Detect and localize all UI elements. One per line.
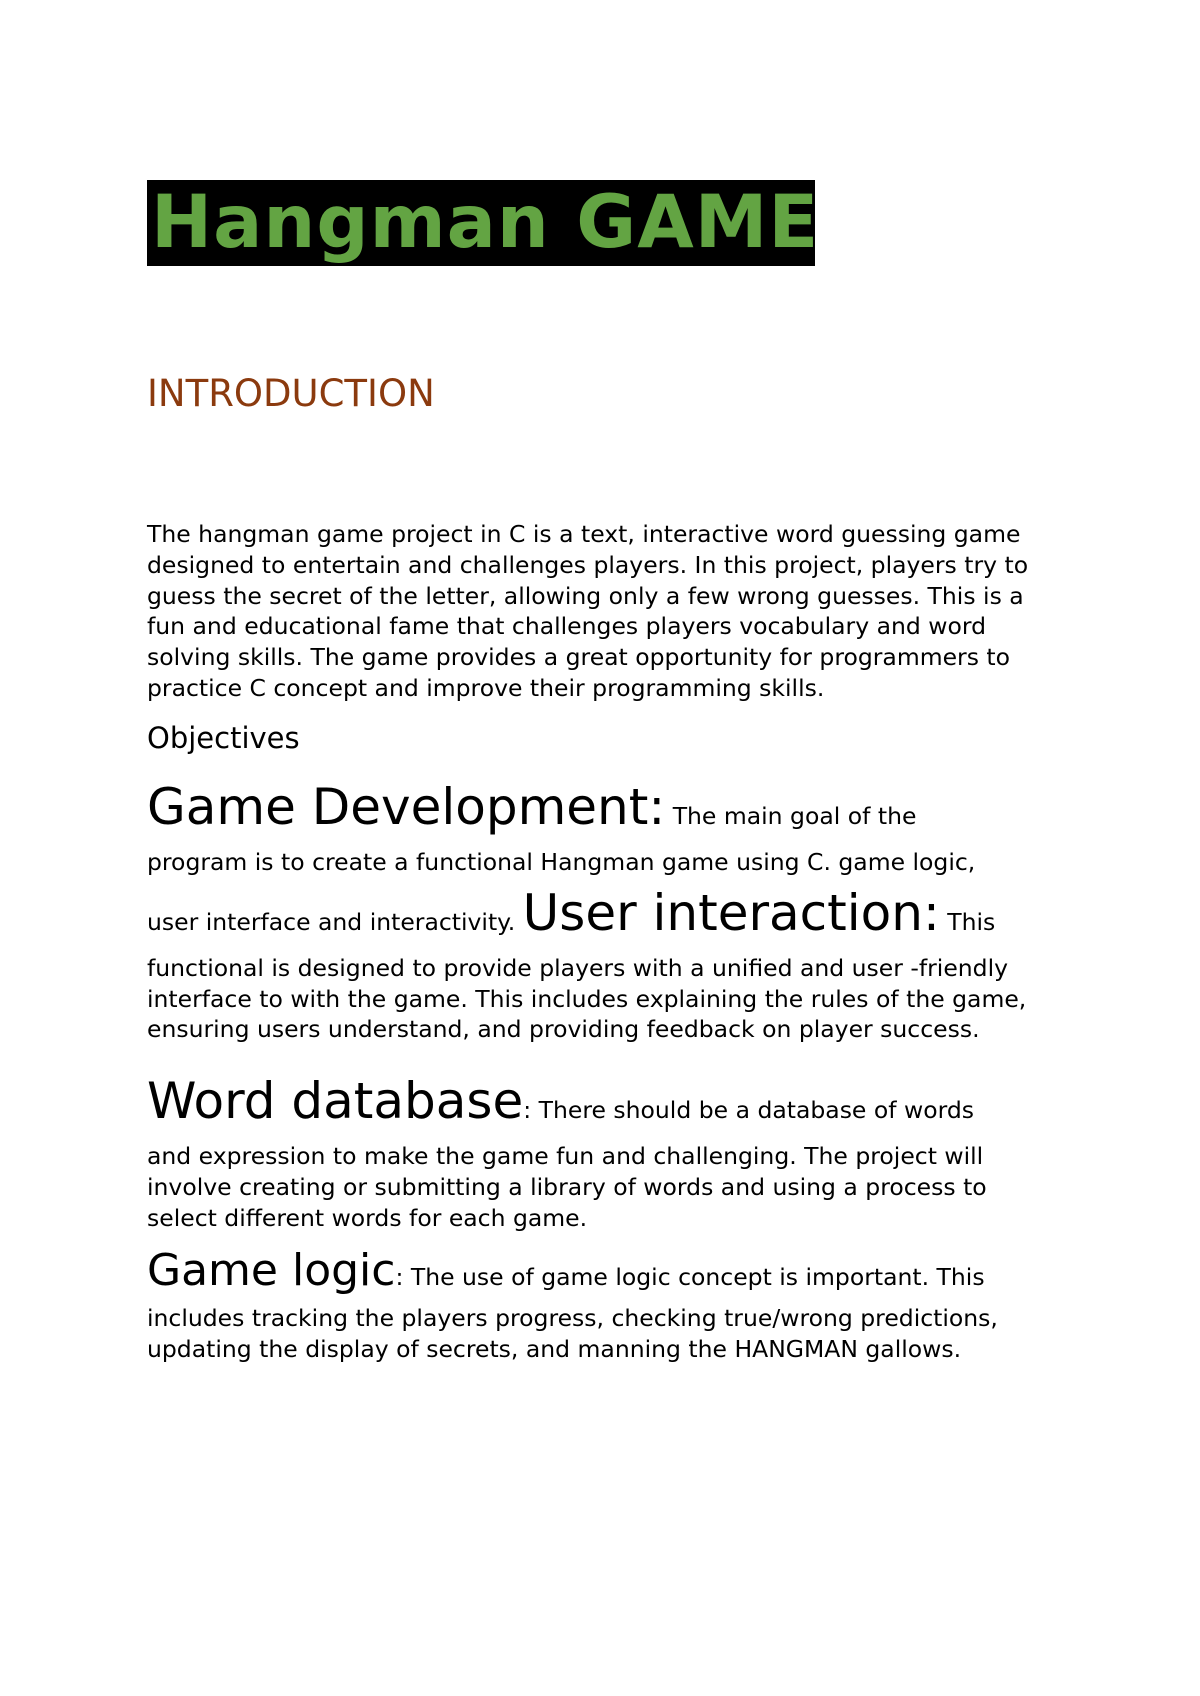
- user-interaction-heading: User interaction:: [522, 883, 940, 942]
- paragraph-line: ensuring users understand, and providing feedback on player success.: [147, 1015, 980, 1044]
- paragraph-line: select different words for each game.: [147, 1203, 588, 1232]
- game-logic-section: [147, 1245, 1087, 1365]
- word-database-heading: Word database: [147, 1072, 524, 1130]
- paragraph-line: interface to with the game. This includes explaining the rules of the game,: [147, 984, 1027, 1013]
- objectives-heading: Objectives: [147, 721, 300, 755]
- paragraph-line: solving skills. The game provides a great opportunity for programmers to: [147, 643, 1011, 672]
- paragraph-line: [147, 1070, 1087, 1141]
- paragraph-text: This: [947, 907, 996, 936]
- paragraph-text: : The use of game logic concept is important. This: [395, 1263, 985, 1291]
- paragraph-line: designed to entertain and challenges players. In this project, players try to: [147, 550, 1029, 579]
- paragraph-text: The main goal of the: [672, 802, 917, 830]
- paragraph-line: The hangman game project in C is a text, interactive word guessing game: [147, 520, 1021, 548]
- introduction-heading: INTRODUCTION: [147, 372, 435, 415]
- paragraph-line: and expression to make the game fun and challenging. The project will: [147, 1142, 984, 1170]
- paragraph-line: [147, 882, 1087, 953]
- paragraph-line: fun and educational fame that challenges players vocabulary and word: [147, 612, 987, 641]
- paragraph-text: user interface and interactivity.: [147, 907, 516, 936]
- paragraph-line: involve creating or submitting a library of words and using a process to: [147, 1172, 987, 1201]
- word-database-section: [147, 1070, 1087, 1233]
- game-logic-heading: Game logic: [147, 1245, 396, 1296]
- paragraph-line: [147, 776, 1087, 847]
- paragraph-line: program is to create a functional Hangman game using C. game logic,: [147, 848, 976, 876]
- paragraph-line: guess the secret of the letter, allowing only a few wrong guesses. This is a: [147, 581, 1024, 610]
- introduction-paragraph: [147, 519, 1087, 704]
- document-title: Hangman GAME: [151, 180, 820, 265]
- paragraph-line: includes tracking the players progress, checking true/wrong predictions,: [147, 1304, 998, 1332]
- game-development-section: [147, 776, 1087, 1045]
- paragraph-line: functional is designed to provide players with a unified and user -friendly: [147, 953, 1009, 982]
- title-highlight: [147, 180, 820, 266]
- paragraph-text: : There should be a database of words: [523, 1096, 974, 1124]
- paragraph-line: [147, 1245, 1087, 1303]
- paragraph-line: updating the display of secrets, and manning the HANGMAN gallows.: [147, 1334, 962, 1363]
- game-development-heading: Game Development:: [147, 778, 666, 836]
- paragraph-line: practice C concept and improve their programming skills.: [147, 673, 825, 702]
